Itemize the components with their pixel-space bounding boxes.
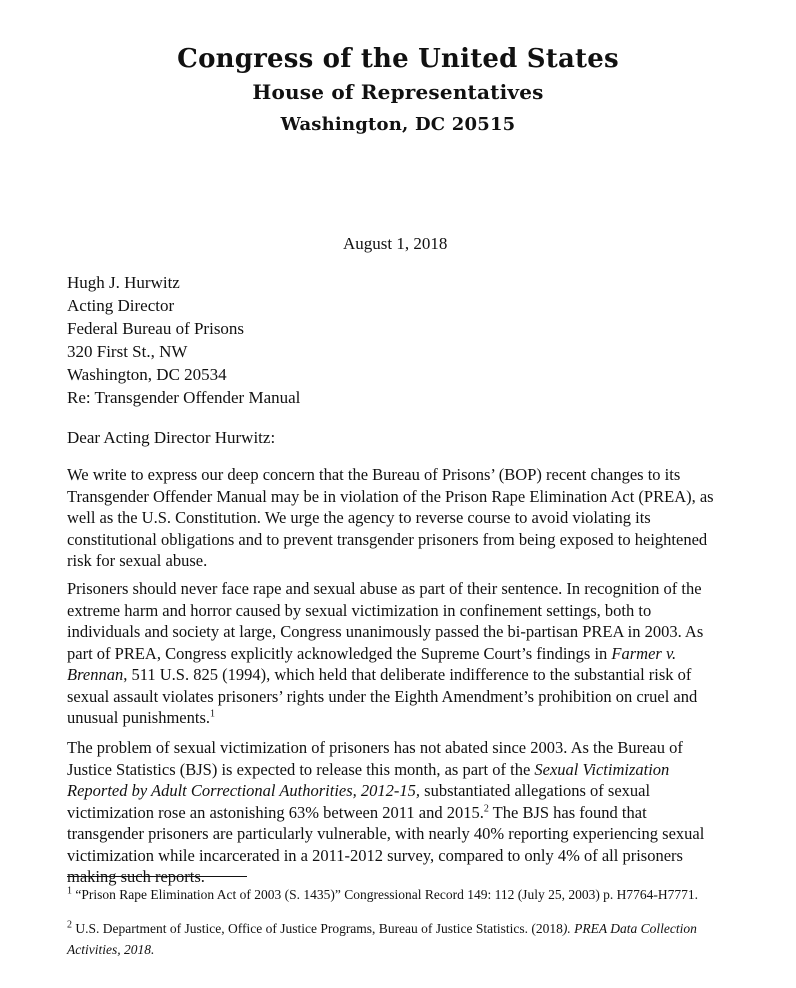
subject-line: Re: Transgender Offender Manual	[67, 388, 301, 407]
p2-text-b: , 511 U.S. 825 (1994), which held that deliberate indifference to the substantial risk of sexual assault violates prisoners’ rights under the Eighth Amendment’s prohibition on cruel and unusual punishments.	[67, 665, 698, 727]
p3-text-c: The BJS has found that transgender prisoners are particularly vulnerable, with nearly 40% reporting experiencing sexual victimization while incarcerated in a 2011-2012 survey, compared to only 4% of all prisoners making such reports.	[67, 802, 705, 886]
p3-text-a: The problem of sexual victimization of prisoners has not abated since 2003. As the Bureau of Justice Statistics (BJS) is expected to release this month, as part of the	[67, 738, 683, 779]
recipient-address	[67, 271, 244, 386]
case-citation: Farmer v. Brennan	[67, 643, 677, 684]
footnote-2-text: U.S. Department of Justice, Office of Justice Programs, Bureau of Justice Statistics. (2018	[72, 921, 563, 936]
letterhead-congress: Congress of the United States	[177, 44, 619, 74]
footnote-mark-2: 2	[67, 919, 72, 931]
footnote-ref-1: 1	[210, 708, 215, 720]
recipient-name: Hugh J. Hurwitz	[67, 273, 180, 292]
recipient-org: Federal Bureau of Prisons	[67, 319, 245, 338]
p2-text-a: Prisoners should never face rape and sexual abuse as part of their sentence. In recognition of the extreme harm and horror caused by sexual victimization in confinement settings, both to individuals and society at large, Congress unanimously passed the bi-partisan PREA in 2003. As part of PREA, Congress explicitly acknowledged the Supreme Court’s findings in	[67, 579, 704, 663]
body-paragraph-1: We write to express our deep concern that the Bureau of Prisons’ (BOP) recent changes to its Transgender Offender Manual may be in violation of the Prison Rape Elimination Act (PREA), as well as the U.S. Constitution. We urge the agency to reverse course to avoid violating its constitutional obligations and to prevent transgender prisoners from being exposed to heightened risk for sexual abuse.	[67, 465, 714, 570]
footnote-1	[67, 884, 737, 905]
body-paragraph-3	[67, 737, 727, 888]
letterhead-address: Washington, DC 20515	[280, 114, 516, 135]
recipient-street: 320 First St., NW	[67, 342, 188, 361]
letter-date: August 1, 2018	[343, 234, 448, 253]
body-paragraph-2	[67, 578, 727, 729]
recipient-city: Washington, DC 20534	[67, 365, 227, 384]
recipient-title: Acting Director	[67, 296, 175, 315]
letterhead-house: House of Representatives	[252, 80, 544, 104]
footnote-1-text: “Prison Rape Elimination Act of 2003 (S. 1435)” Congressional Record 149: 112 (July 25, 2003) p. H7764-H7771.	[72, 887, 699, 902]
footnote-mark-1: 1	[67, 885, 72, 897]
footnote-2-italic: ). PREA Data Collection Activities, 2018.	[67, 921, 697, 957]
report-title: Sexual Victimization Reported by Adult Correctional Authorities, 2012-15,	[67, 759, 670, 800]
salutation: Dear Acting Director Hurwitz:	[67, 428, 276, 447]
footnote-divider	[67, 876, 247, 877]
footnote-ref-2: 2	[483, 803, 489, 814]
footnote-2	[67, 918, 737, 960]
p3-text-b: substantiated allegations of sexual victimization rose an astonishing 63% between 2011 and 2015.	[67, 781, 651, 822]
